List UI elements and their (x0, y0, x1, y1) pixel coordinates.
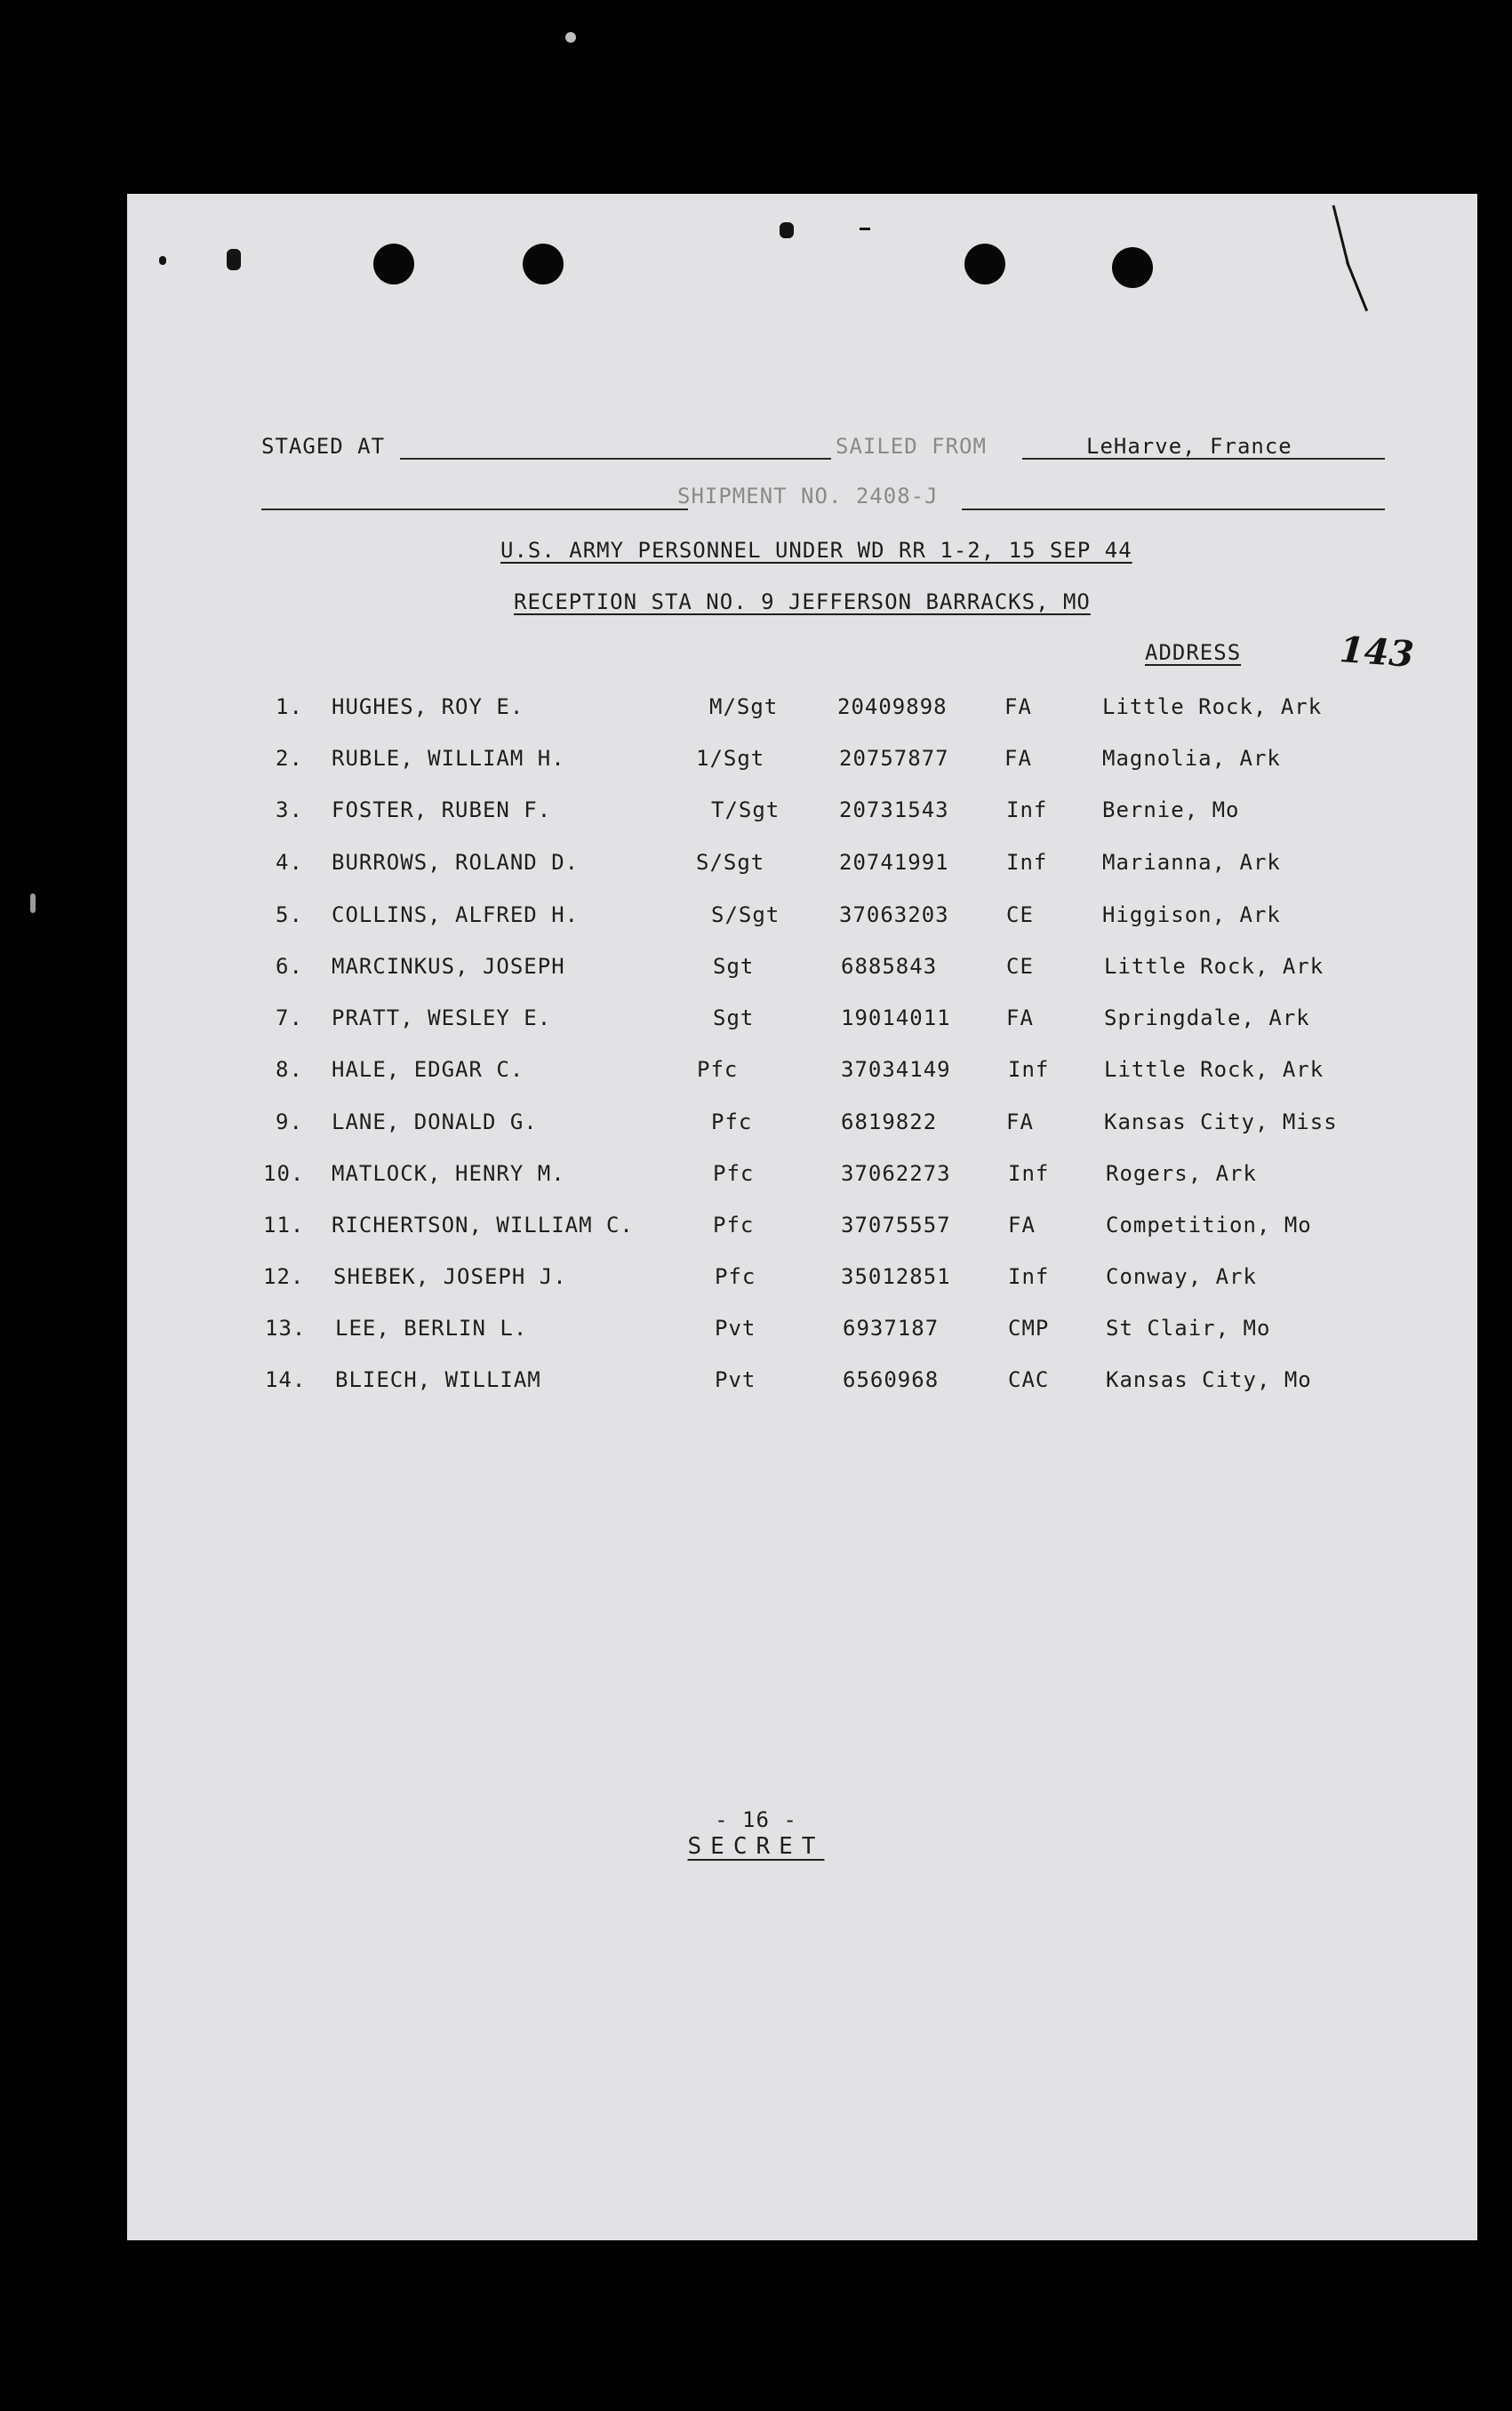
row-number: 10. (263, 1161, 305, 1186)
branch: Inf (1006, 797, 1048, 822)
soldier-grade: Pfc (711, 1109, 753, 1134)
personnel-heading: U.S. ARMY PERSONNEL UNDER WD RR 1-2, 15 SEP 44 (500, 538, 1132, 563)
branch: Inf (1008, 1057, 1050, 1082)
serial-number: 6560968 (843, 1367, 940, 1392)
serial-number: 19014011 (841, 1005, 951, 1030)
shipment-underline-left (261, 509, 688, 510)
serial-number: 20731543 (839, 797, 949, 822)
home-address: Magnolia, Ark (1102, 746, 1281, 771)
staple-mark (860, 228, 870, 230)
row-number: 4. (276, 850, 303, 875)
sailed-from-label: SAILED FROM (836, 434, 987, 459)
page-number: - 16 - (715, 1807, 797, 1832)
branch: FA (1004, 694, 1032, 719)
soldier-name: SHEBEK, JOSEPH J. (333, 1264, 567, 1289)
punch-hole (523, 244, 564, 284)
branch: Inf (1008, 1264, 1050, 1289)
row-number: 2. (276, 746, 303, 771)
home-address: Marianna, Ark (1102, 850, 1281, 875)
soldier-grade: S/Sgt (711, 902, 780, 927)
home-address: Springdale, Ark (1104, 1005, 1310, 1030)
scan-speck (565, 32, 576, 43)
serial-number: 35012851 (841, 1264, 951, 1289)
serial-number: 37063203 (839, 902, 949, 927)
serial-number: 20757877 (839, 746, 949, 771)
soldier-name: LEE, BERLIN L. (335, 1316, 528, 1341)
serial-number: 6937187 (843, 1316, 940, 1341)
soldier-name: LANE, DONALD G. (332, 1109, 538, 1134)
branch: FA (1006, 1005, 1034, 1030)
shipment-number: SHIPMENT NO. 2408-J (677, 484, 939, 509)
sailed-from-value: LeHarve, France (1086, 434, 1292, 459)
row-number: 7. (276, 1005, 303, 1030)
row-number: 9. (276, 1109, 303, 1134)
scan-edge-mark (30, 893, 36, 913)
serial-number: 20409898 (837, 694, 948, 719)
home-address: Higgison, Ark (1102, 902, 1281, 927)
staged-at-label: STAGED AT (261, 434, 386, 459)
soldier-grade: 1/Sgt (696, 746, 765, 771)
row-number: 6. (276, 954, 303, 979)
serial-number: 20741991 (839, 850, 949, 875)
shipment-underline-right (962, 509, 1385, 510)
tear-mark (1346, 261, 1368, 312)
row-number: 1. (276, 694, 303, 719)
home-address: Competition, Mo (1106, 1213, 1312, 1238)
branch: Inf (1008, 1161, 1050, 1186)
home-address: Rogers, Ark (1106, 1161, 1257, 1186)
soldier-name: RUBLE, WILLIAM H. (332, 746, 565, 771)
branch: CE (1006, 954, 1034, 979)
row-number: 11. (263, 1213, 305, 1238)
branch: FA (1004, 746, 1032, 771)
row-number: 5. (276, 902, 303, 927)
serial-number: 6819822 (841, 1109, 938, 1134)
classification-marking: SECRET (687, 1833, 825, 1860)
staged-at-underline (400, 458, 831, 460)
home-address: St Clair, Mo (1106, 1316, 1271, 1341)
punch-hole (964, 244, 1005, 284)
soldier-grade: Sgt (713, 954, 755, 979)
soldier-name: FOSTER, RUBEN F. (332, 797, 552, 822)
soldier-grade: T/Sgt (711, 797, 780, 822)
soldier-name: RICHERTSON, WILLIAM C. (332, 1213, 634, 1238)
soldier-name: HALE, EDGAR C. (332, 1057, 524, 1082)
branch: FA (1006, 1109, 1034, 1134)
home-address: Kansas City, Miss (1104, 1109, 1338, 1134)
soldier-grade: Pfc (713, 1161, 755, 1186)
soldier-name: BLIECH, WILLIAM (335, 1367, 541, 1392)
soldier-name: PRATT, WESLEY E. (332, 1005, 552, 1030)
branch: CAC (1008, 1367, 1050, 1392)
soldier-grade: Pvt (715, 1316, 756, 1341)
branch: Inf (1006, 850, 1048, 875)
punch-hole (1112, 247, 1153, 288)
row-number: 12. (263, 1264, 305, 1289)
branch: FA (1008, 1213, 1036, 1238)
staple-mark (227, 249, 241, 270)
home-address: Bernie, Mo (1102, 797, 1240, 822)
soldier-grade: Pfc (715, 1264, 756, 1289)
row-number: 8. (276, 1057, 303, 1082)
home-address: Little Rock, Ark (1104, 1057, 1324, 1082)
branch: CE (1006, 902, 1034, 927)
home-address: Little Rock, Ark (1104, 954, 1324, 979)
soldier-name: HUGHES, ROY E. (332, 694, 524, 719)
staple-mark (780, 222, 794, 238)
handwritten-page-number: 143 (1338, 629, 1416, 676)
soldier-grade: S/Sgt (696, 850, 765, 875)
soldier-name: COLLINS, ALFRED H. (332, 902, 580, 927)
soldier-name: MATLOCK, HENRY M. (332, 1161, 565, 1186)
row-number: 3. (276, 797, 303, 822)
home-address: Kansas City, Mo (1106, 1367, 1312, 1392)
reception-heading: RECEPTION STA NO. 9 JEFFERSON BARRACKS, MO (514, 589, 1091, 614)
row-number: 14. (265, 1367, 307, 1392)
home-address: Little Rock, Ark (1102, 694, 1323, 719)
branch: CMP (1008, 1316, 1050, 1341)
tear-mark (1332, 205, 1350, 267)
staple-mark (159, 256, 166, 265)
address-heading: ADDRESS (1145, 640, 1242, 665)
home-address: Conway, Ark (1106, 1264, 1257, 1289)
serial-number: 37075557 (841, 1213, 951, 1238)
serial-number: 6885843 (841, 954, 938, 979)
soldier-name: MARCINKUS, JOSEPH (332, 954, 565, 979)
row-number: 13. (265, 1316, 307, 1341)
soldier-grade: Sgt (713, 1005, 755, 1030)
soldier-name: BURROWS, ROLAND D. (332, 850, 580, 875)
soldier-grade: Pfc (697, 1057, 739, 1082)
soldier-grade: M/Sgt (709, 694, 779, 719)
soldier-grade: Pvt (715, 1367, 756, 1392)
punch-hole (373, 244, 414, 284)
serial-number: 37062273 (841, 1161, 951, 1186)
soldier-grade: Pfc (713, 1213, 755, 1238)
serial-number: 37034149 (841, 1057, 951, 1082)
